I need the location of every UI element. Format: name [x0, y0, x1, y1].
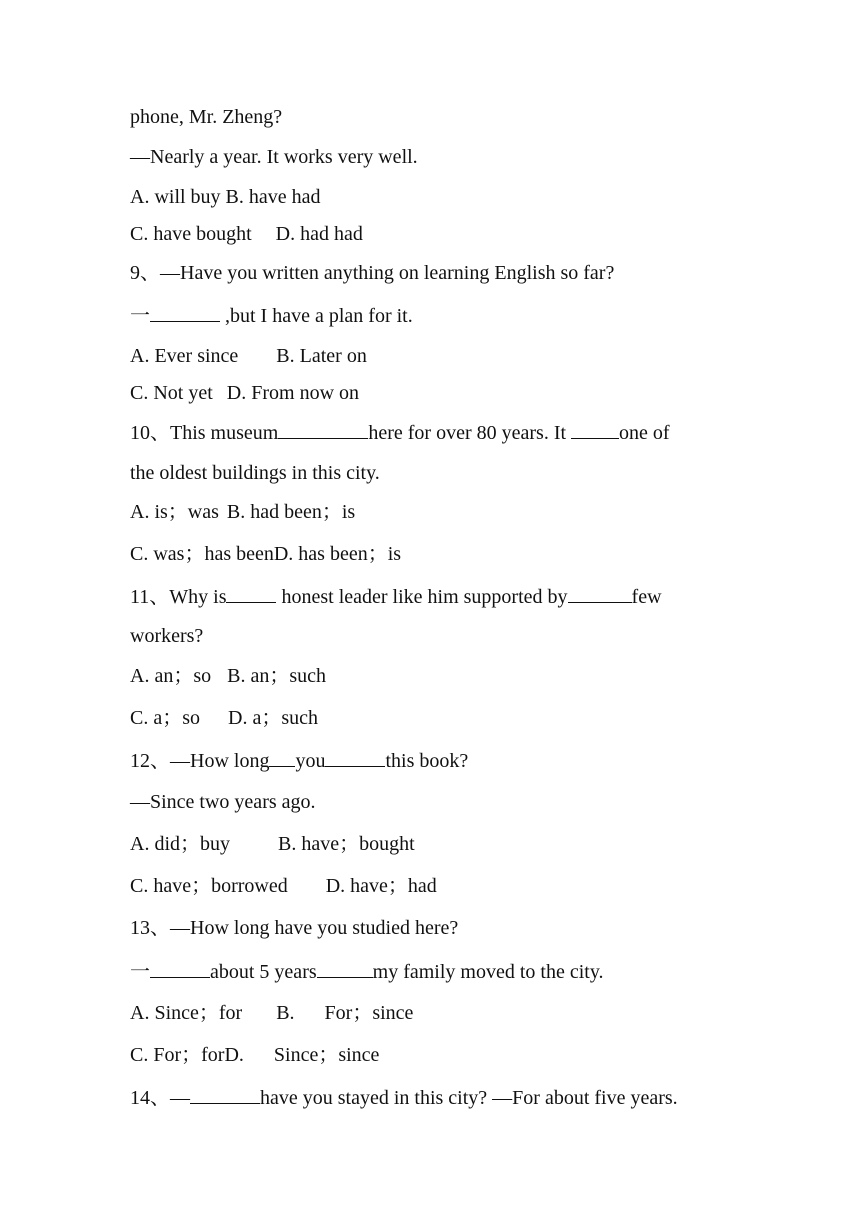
- answer-blank: [226, 584, 276, 603]
- question-8-options-ab: A. will buy B. have had: [130, 186, 321, 208]
- question-9-answer-line: 一 ,but I have a plan for it.: [130, 305, 413, 327]
- question-8-continuation: phone, Mr. Zheng?: [130, 106, 283, 128]
- answer-blank: [568, 584, 632, 603]
- question-10-prompt: 10、This museum here for over 80 years. It one of: [130, 422, 670, 444]
- question-11-prompt: 11、Why is honest leader like him supported by few: [130, 586, 662, 608]
- question-12-answer-line: —Since two years ago.: [130, 791, 316, 813]
- question-11-options-cd: C. a；so D. a；such: [130, 707, 318, 729]
- question-14-prompt: 14、— have you stayed in this city? —For about five years.: [130, 1087, 678, 1109]
- question-12-prompt: 12、—How long you this book?: [130, 750, 469, 772]
- question-11-prompt-continued: workers?: [130, 625, 204, 647]
- question-12-options-cd: C. have；borrowed D. have；had: [130, 875, 437, 897]
- answer-blank: [278, 420, 368, 439]
- question-9-prompt: 9、—Have you written anything on learning English so far?: [130, 262, 615, 284]
- question-10-options-ab: A. is；was B. had been；is: [130, 501, 356, 523]
- question-13-options-ab: A. Since；for B. For；since: [130, 1002, 414, 1024]
- question-8-options-cd: C. have bought D. had had: [130, 223, 363, 245]
- question-13-options-cd: C. For；forD. Since；since: [130, 1044, 380, 1066]
- question-11-options-ab: A. an；so B. an；such: [130, 665, 326, 687]
- question-10-options-cd: C. was；has beenD. has been；is: [130, 543, 402, 565]
- question-13-answer-line: 一 about 5 years my family moved to the city.: [130, 961, 604, 983]
- question-13-prompt: 13、—How long have you studied here?: [130, 917, 459, 939]
- answer-blank: [269, 748, 295, 767]
- answer-blank: [325, 748, 385, 767]
- question-12-options-ab: A. did；buy B. have；bought: [130, 833, 415, 855]
- answer-blank: [317, 959, 373, 978]
- answer-blank: [190, 1085, 260, 1104]
- answer-blank: [150, 303, 220, 322]
- answer-blank: [571, 420, 619, 439]
- question-8-answer-line: —Nearly a year. It works very well.: [130, 146, 418, 168]
- answer-blank: [150, 959, 210, 978]
- question-9-options-ab: A. Ever since B. Later on: [130, 345, 367, 367]
- question-10-prompt-continued: the oldest buildings in this city.: [130, 462, 380, 484]
- question-9-options-cd: C. Not yet D. From now on: [130, 382, 360, 404]
